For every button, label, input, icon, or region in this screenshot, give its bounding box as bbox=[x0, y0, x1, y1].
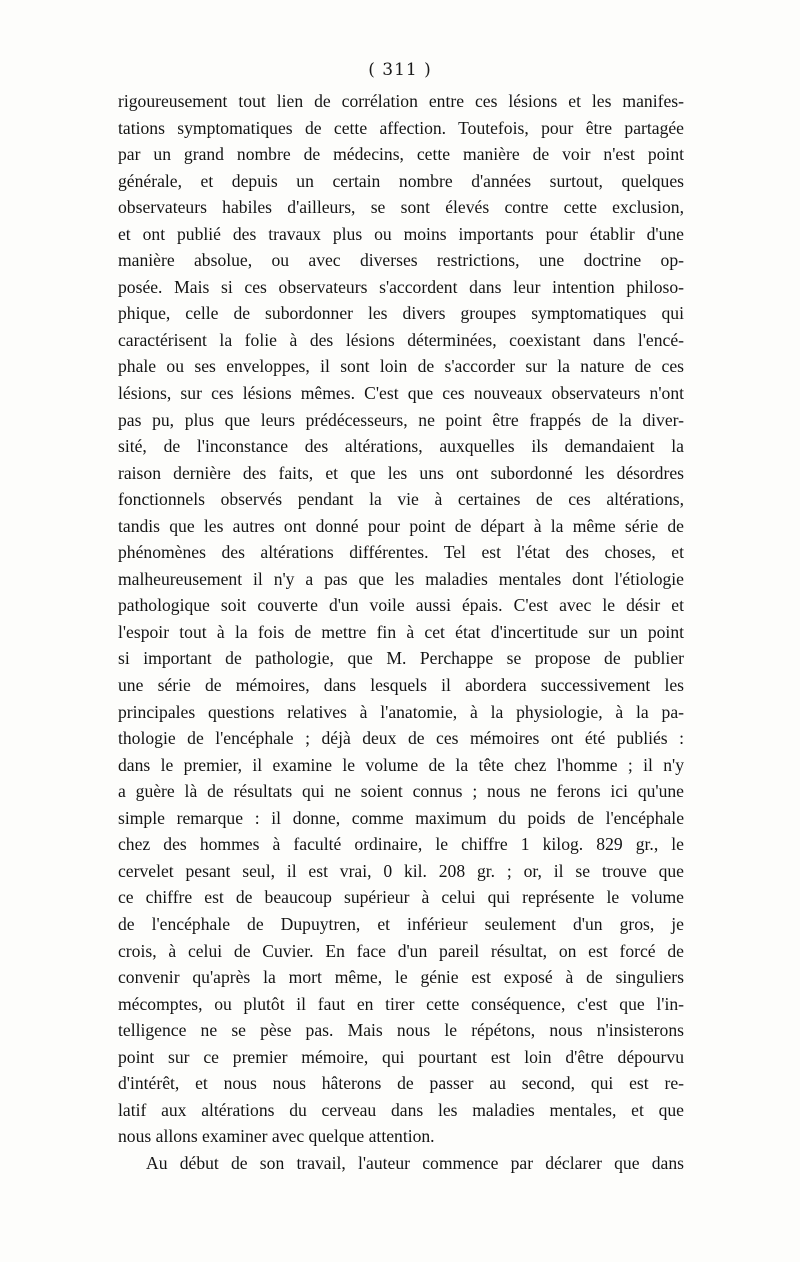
text-line: latif aux altérations du cerveau dans les maladies mentales, et que bbox=[118, 1099, 684, 1120]
text-line: posée. Mais si ces observateurs s'accordent dans leur intention philoso- bbox=[118, 276, 684, 297]
text-line: phénomènes des altérations différentes. Tel est l'état des choses, et bbox=[118, 542, 684, 563]
text-line: mécomptes, ou plutôt il faut en tirer cette conséquence, c'est que l'in- bbox=[118, 993, 684, 1014]
text-line: convenir qu'après la mort même, le génie est exposé à de singuliers bbox=[118, 967, 684, 988]
text-line: d'intérêt, et nous nous hâterons de passer au second, qui est re- bbox=[118, 1073, 684, 1094]
text-line: manière absolue, ou avec diverses restrictions, une doctrine op- bbox=[118, 250, 684, 271]
text-line: une série de mémoires, dans lesquels il abordera successivement les bbox=[118, 675, 684, 696]
text-line: rigoureusement tout lien de corrélation entre ces lésions et les manifes- bbox=[118, 91, 684, 111]
page-number: ( 311 ) bbox=[368, 60, 432, 80]
body-text bbox=[118, 88, 684, 1176]
text-line: de l'encéphale de Dupuytren, et inférieur seulement d'un gros, je bbox=[118, 913, 684, 934]
text-line: si important de pathologie, que M. Perchappe se propose de publier bbox=[118, 648, 684, 669]
paragraph-end-line: nous allons examiner avec quelque attention. bbox=[118, 1126, 435, 1147]
text-line: point sur ce premier mémoire, qui pourtant est loin d'être dépourvu bbox=[118, 1046, 684, 1067]
text-line: chez des hommes à faculté ordinaire, le chiffre 1 kilog. 829 gr., le bbox=[118, 834, 684, 855]
text-line: lésions, sur ces lésions mêmes. C'est que ces nouveaux observateurs n'ont bbox=[118, 383, 684, 404]
text-line: phique, celle de subordonner les divers groupes symptomatiques qui bbox=[118, 303, 684, 324]
text-line: par un grand nombre de médecins, cette manière de voir n'est point bbox=[118, 144, 684, 165]
text-line: fonctionnels observés pendant la vie à certaines de ces altérations, bbox=[118, 489, 684, 510]
text-line: principales questions relatives à l'anatomie, à la physiologie, à la pa- bbox=[118, 701, 684, 722]
text-line: simple remarque : il donne, comme maximum du poids de l'encéphale bbox=[118, 807, 684, 828]
text-line: a guère là de résultats qui ne soient connus ; nous ne ferons ici qu'une bbox=[118, 781, 684, 802]
text-line: tandis que les autres ont donné pour point de départ à la même série de bbox=[118, 515, 684, 536]
text-line: pas pu, plus que leurs prédécesseurs, ne point être frappés de la diver- bbox=[118, 409, 684, 430]
text-line: cervelet pesant seul, il est vrai, 0 kil. 208 gr. ; or, il se trouve que bbox=[118, 860, 684, 881]
text-line: raison dernière des faits, et que les uns ont subordonné les désordres bbox=[118, 462, 684, 483]
text-line: pathologique soit couverte d'un voile aussi épais. C'est avec le désir et bbox=[118, 595, 684, 616]
text-line: thologie de l'encéphale ; déjà deux de ces mémoires ont été publiés : bbox=[118, 728, 684, 749]
text-line: crois, à celui de Cuvier. En face d'un pareil résultat, on est forcé de bbox=[118, 940, 684, 961]
text-line: observateurs habiles d'ailleurs, se sont élevés contre cette exclusion, bbox=[118, 197, 684, 218]
text-line: tations symptomatiques de cette affection. Toutefois, pour être partagée bbox=[118, 117, 684, 138]
text-line: sité, de l'inconstance des altérations, auxquelles ils demandaient la bbox=[118, 436, 684, 457]
text-line: phale ou ses enveloppes, il sont loin de s'accorder sur la nature de ces bbox=[118, 356, 684, 377]
text-line: l'espoir tout à la fois de mettre fin à cet état d'incertitude sur un point bbox=[118, 621, 684, 642]
paragraph-start-line: Au début de son travail, l'auteur commence par déclarer que dans bbox=[146, 1152, 684, 1173]
text-line: caractérisent la folie à des lésions déterminées, coexistant dans l'encé- bbox=[118, 329, 684, 350]
text-line: telligence ne se pèse pas. Mais nous le répétons, nous n'insisterons bbox=[118, 1020, 684, 1041]
text-line: malheureusement il n'y a pas que les maladies mentales dont l'étiologie bbox=[118, 568, 684, 589]
text-line: générale, et depuis un certain nombre d'années surtout, quelques bbox=[118, 170, 684, 191]
text-line: et ont publié des travaux plus ou moins importants pour établir d'une bbox=[118, 223, 684, 244]
text-line: dans le premier, il examine le volume de la tête chez l'homme ; il n'y bbox=[118, 754, 684, 775]
text-line: ce chiffre est de beaucoup supérieur à celui qui représente le volume bbox=[118, 887, 684, 908]
